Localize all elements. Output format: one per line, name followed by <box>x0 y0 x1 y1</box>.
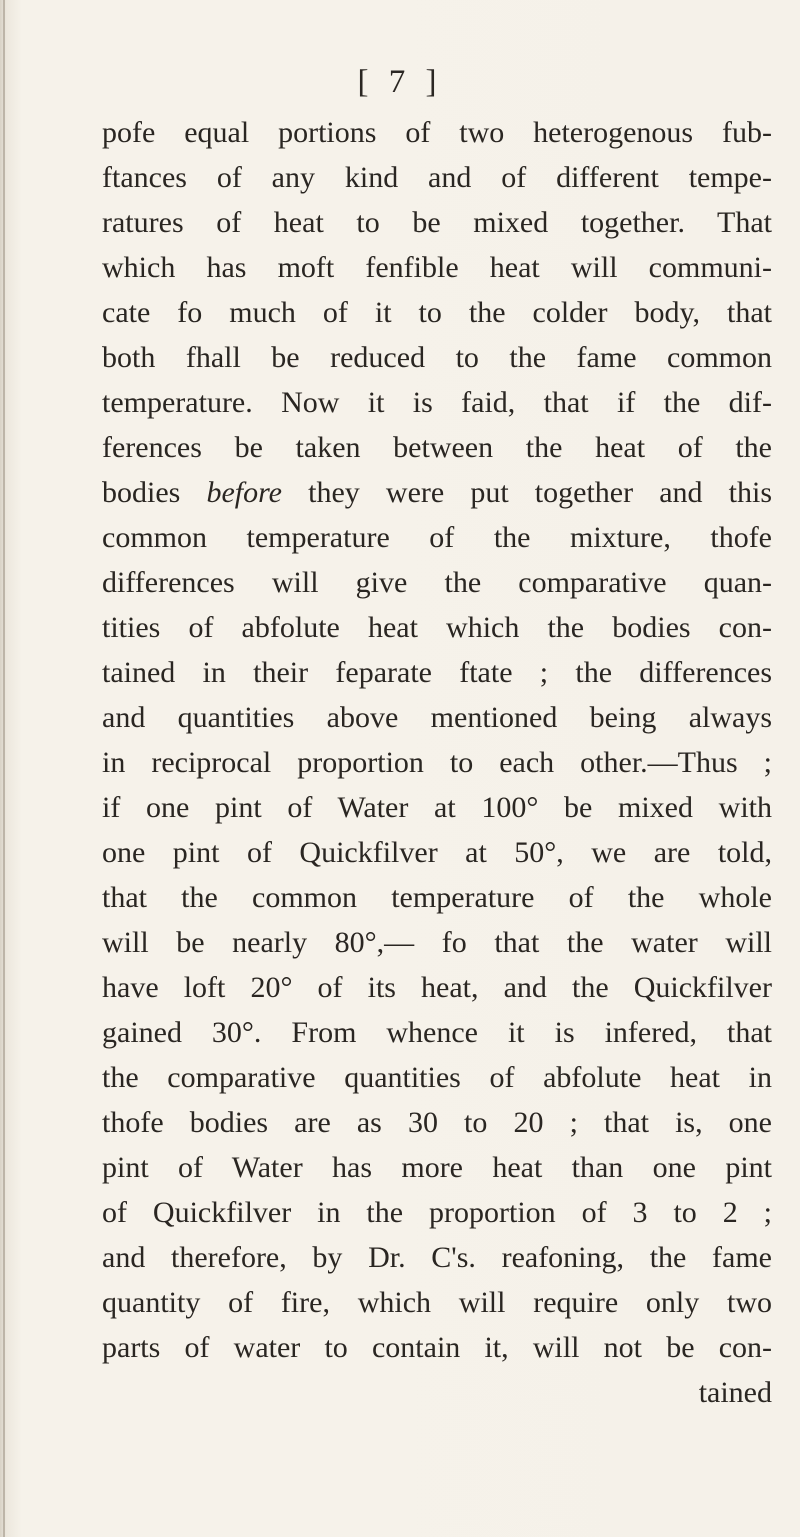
text-line-14: and quantities above mentioned being always <box>102 701 772 734</box>
binding-gutter <box>3 0 5 1537</box>
text-line-9-start: bodies <box>102 476 181 509</box>
text-line-3: ratures of heat to be mixed together. That <box>102 206 772 239</box>
text-line-12: tities of abfolute heat which the bodies con- <box>102 611 772 644</box>
text-line-24: pint of Water has more heat than one pint <box>102 1151 772 1184</box>
text-line-13: tained in their feparate ftate ; the differences <box>102 656 772 689</box>
text-line-25: of Quickfilver in the proportion of 3 to 2 ; <box>102 1196 772 1229</box>
text-line-20: have loft 20° of its heat, and the Quickfilver <box>102 971 772 1004</box>
text-line-16: if one pint of Water at 100° be mixed with <box>102 791 772 824</box>
text-line-17: one pint of Quickfilver at 50°, we are told, <box>102 836 772 869</box>
catchword: tained <box>698 1376 772 1409</box>
text-line-21: gained 30°. From whence it is infered, that <box>102 1016 772 1049</box>
text-line-26: and therefore, by Dr. C's. reafoning, the fame <box>102 1241 772 1274</box>
text-line-5: cate fo much of it to the colder body, that <box>102 296 772 329</box>
body-text <box>102 110 772 1415</box>
italic-word-before: before <box>206 476 282 509</box>
text-line-22: the comparative quantities of abfolute heat in <box>102 1061 772 1094</box>
page-number: [ 7 ] <box>357 64 443 100</box>
text-line-23: thofe bodies are as 30 to 20 ; that is, one <box>102 1106 772 1139</box>
text-line-11: differences will give the comparative quan- <box>102 566 772 599</box>
text-line-9-end: they were put together and this <box>308 476 772 509</box>
text-line-19: will be nearly 80°,— fo that the water will <box>102 926 772 959</box>
text-line-8: ferences be taken between the heat of the <box>102 431 772 464</box>
text-line-28: parts of water to contain it, will not be con- <box>102 1331 772 1364</box>
text-line-27: quantity of fire, which will require only two <box>102 1286 772 1319</box>
text-line-1: pofe equal portions of two heterogenous fub- <box>102 116 772 149</box>
text-line-6: both fhall be reduced to the fame common <box>102 341 772 374</box>
text-line-2: ftances of any kind and of different tempe- <box>102 161 772 194</box>
text-line-10: common temperature of the mixture, thofe <box>102 521 772 554</box>
text-line-7: temperature. Now it is faid, that if the dif- <box>102 386 772 419</box>
text-line-18: that the common temperature of the whole <box>102 881 772 914</box>
text-line-4: which has moft fenfible heat will communi- <box>102 251 772 284</box>
text-line-15: in reciprocal proportion to each other.—Thus ; <box>102 746 772 779</box>
text-line-9 <box>102 470 772 515</box>
